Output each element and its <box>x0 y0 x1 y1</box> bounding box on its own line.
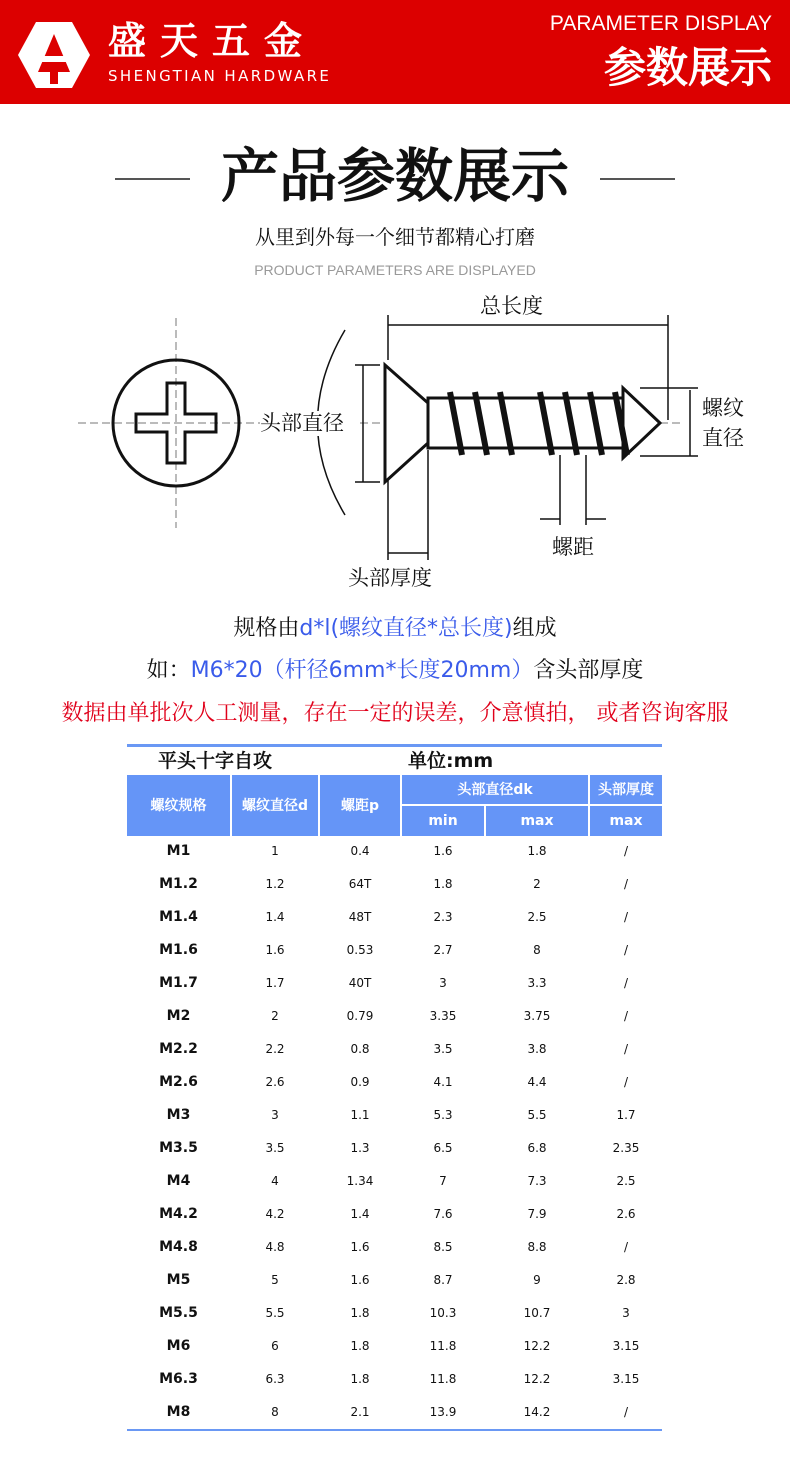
table-cell: M8 <box>166 1404 191 1420</box>
table-cell: 2 <box>271 1009 279 1023</box>
table-cell: 8.8 <box>527 1240 547 1254</box>
table-cell: 1.3 <box>350 1141 370 1155</box>
spec-text: 组成 <box>512 616 557 641</box>
table-cell: / <box>623 943 629 957</box>
header-k: 头部厚度 <box>590 775 662 804</box>
table-cell: 6 <box>271 1339 279 1353</box>
table-cell: M6 <box>166 1338 191 1354</box>
table-cell: M2 <box>166 1008 191 1024</box>
spec-note-1 <box>0 615 790 643</box>
table-cell: 1.6 <box>350 1240 370 1254</box>
table-cell: M3.5 <box>159 1140 198 1156</box>
subtitle-en: PRODUCT PARAMETERS ARE DISPLAYED <box>254 262 536 278</box>
table-cell: / <box>623 1075 629 1089</box>
table-cell: 11.8 <box>429 1372 457 1386</box>
table-unit: 单位:mm <box>408 750 494 772</box>
table-cell: M1.2 <box>159 876 198 892</box>
header-banner <box>0 0 790 104</box>
table-row <box>127 1297 662 1330</box>
table-cell: 1.7 <box>616 1108 636 1122</box>
table-cell: M6.3 <box>159 1371 198 1387</box>
table-cell: 2.6 <box>265 1075 285 1089</box>
table-row <box>127 1198 662 1231</box>
table-cell: 3.5 <box>433 1042 453 1056</box>
subtitle: 从里到外每一个细节都精心打磨 <box>255 225 535 249</box>
table-cell: 3.5 <box>265 1141 285 1155</box>
table-cell: 14.2 <box>523 1405 551 1419</box>
table-cell: 8 <box>271 1405 279 1419</box>
table-cell: / <box>623 1009 629 1023</box>
table-cell: 3.3 <box>527 976 547 990</box>
table-cell: 1 <box>271 844 279 858</box>
table-cell: 5 <box>271 1273 279 1287</box>
table-cell: 1.8 <box>350 1306 370 1320</box>
table-cell: 1.6 <box>265 943 285 957</box>
table-cell: 6.3 <box>265 1372 285 1386</box>
table-row <box>127 967 662 1000</box>
table-cell: 2.2 <box>265 1042 285 1056</box>
table-cell: 2 <box>533 877 541 891</box>
table-row <box>127 934 662 967</box>
table-cell: M1.6 <box>159 942 198 958</box>
table-cell: 2.7 <box>433 943 453 957</box>
table-row <box>127 1099 662 1132</box>
section-title-en: PARAMETER DISPLAY <box>549 12 772 35</box>
table-cell: 9 <box>533 1273 541 1287</box>
table-row <box>127 868 662 901</box>
table-border <box>127 744 662 747</box>
header-k-max: max <box>590 806 662 836</box>
section-title-cn: 参数展示 <box>603 43 772 92</box>
table-cell: 0.53 <box>346 943 374 957</box>
table-cell: 7 <box>439 1174 447 1188</box>
table-cell: M5 <box>166 1272 191 1288</box>
table-row <box>127 1132 662 1165</box>
logo-icon <box>18 22 90 88</box>
spec-note-2 <box>0 657 790 685</box>
table-cell: 3.15 <box>612 1339 640 1353</box>
table-cell: M1.7 <box>159 975 198 991</box>
table-cell: 5.3 <box>433 1108 453 1122</box>
table-cell: / <box>623 844 629 858</box>
header-dk-max: max <box>486 806 588 836</box>
label-pitch: 螺距 <box>552 535 594 559</box>
table-cell: 2.35 <box>612 1141 640 1155</box>
table-cell: 3.75 <box>523 1009 551 1023</box>
table-cell: / <box>623 910 629 924</box>
table-cell: 1.8 <box>527 844 547 858</box>
table-cell: M1 <box>166 843 191 859</box>
label-total-length: 总长度 <box>480 294 543 318</box>
table-row <box>127 1231 662 1264</box>
table-cell: 4.1 <box>433 1075 453 1089</box>
table-row <box>127 1264 662 1297</box>
table-cell: / <box>623 1240 629 1254</box>
header-dk-min: min <box>402 806 484 836</box>
table-cell: 7.9 <box>527 1207 547 1221</box>
table-cell: 2.5 <box>527 910 547 924</box>
table-cell: 64T <box>348 877 372 891</box>
table-cell: 3.8 <box>527 1042 547 1056</box>
header-d: 螺纹直径d <box>232 775 318 836</box>
table-cell: M2.2 <box>159 1041 198 1057</box>
table-cell: 12.2 <box>523 1339 551 1353</box>
table-cell: 1.7 <box>265 976 285 990</box>
table-cell: 8 <box>533 943 541 957</box>
table-cell: 48T <box>348 910 372 924</box>
warning-note: 数据由单批次人工测量，存在一定的误差，介意慎拍， 或者咨询客服 <box>61 701 729 726</box>
table-cell: 4.8 <box>265 1240 285 1254</box>
table-caption: 平头十字自攻 <box>158 750 273 772</box>
table-cell: 7.6 <box>433 1207 453 1221</box>
page-title: 产品参数展示 <box>220 142 569 210</box>
table-cell: 3.15 <box>612 1372 640 1386</box>
table-cell: 3 <box>439 976 447 990</box>
table-row <box>127 901 662 934</box>
table-cell: M5.5 <box>159 1305 198 1321</box>
table-cell: 6.5 <box>433 1141 453 1155</box>
table-cell: 8.5 <box>433 1240 453 1254</box>
table-row <box>127 1396 662 1429</box>
table-row <box>127 1330 662 1363</box>
table-cell: 1.4 <box>265 910 285 924</box>
table-cell: 1.1 <box>350 1108 370 1122</box>
table-cell: 4.4 <box>527 1075 547 1089</box>
header-dk: 头部直径dk <box>402 775 588 804</box>
table-cell: 2.6 <box>616 1207 636 1221</box>
table-cell: 3.35 <box>429 1009 457 1023</box>
label-head-diameter: 头部直径 <box>260 411 344 435</box>
table-cell: 4.2 <box>265 1207 285 1221</box>
table-cell: M4.8 <box>159 1239 198 1255</box>
table-cell: 6.8 <box>527 1141 547 1155</box>
table-cell: M2.6 <box>159 1074 198 1090</box>
table-cell: 1.8 <box>350 1339 370 1353</box>
label-thread-diameter-1: 螺纹 <box>702 396 744 420</box>
table-row <box>127 1363 662 1396</box>
table-cell: M3 <box>166 1107 191 1123</box>
table-row <box>127 1000 662 1033</box>
label-head-thickness: 头部厚度 <box>348 566 432 590</box>
header-p: 螺距p <box>320 775 400 836</box>
table-cell: 5.5 <box>527 1108 547 1122</box>
table-cell: 1.6 <box>433 844 453 858</box>
table-cell: 3 <box>622 1306 630 1320</box>
table-cell: 4 <box>271 1174 279 1188</box>
table-cell: / <box>623 877 629 891</box>
table-cell: 1.8 <box>433 877 453 891</box>
table-cell: 0.4 <box>350 844 370 858</box>
table-cell: 1.4 <box>350 1207 370 1221</box>
table-cell: / <box>623 1405 629 1419</box>
table-cell: 11.8 <box>429 1339 457 1353</box>
brand-name-en: SHENGTIAN HARDWARE <box>108 67 332 85</box>
table-cell: 10.3 <box>429 1306 457 1320</box>
table-cell: 13.9 <box>429 1405 457 1419</box>
table-cell: 5.5 <box>265 1306 285 1320</box>
table-cell: 7.3 <box>527 1174 547 1188</box>
spec-text: 如： <box>146 658 191 683</box>
table-cell: 10.7 <box>523 1306 551 1320</box>
table-row <box>127 835 662 868</box>
table-cell: 1.6 <box>350 1273 370 1287</box>
table-cell: 12.2 <box>523 1372 551 1386</box>
table-cell: 2.1 <box>350 1405 370 1419</box>
spec-formula: d*l(螺纹直径*总长度) <box>299 616 513 641</box>
spec-text: 规格由 <box>233 616 300 641</box>
table-row <box>127 1066 662 1099</box>
table-cell: 40T <box>348 976 372 990</box>
table-cell: 2.8 <box>616 1273 636 1287</box>
table-cell: M4 <box>166 1173 191 1189</box>
table-cell: 0.79 <box>346 1009 374 1023</box>
table-cell: M1.4 <box>159 909 198 925</box>
table-cell: 2.5 <box>616 1174 636 1188</box>
table-cell: 1.8 <box>350 1372 370 1386</box>
header-spec: 螺纹规格 <box>127 775 230 836</box>
label-thread-diameter-2: 直径 <box>702 426 744 450</box>
table-row <box>127 1033 662 1066</box>
table-cell: 1.34 <box>346 1174 374 1188</box>
table-cell: 8.7 <box>433 1273 453 1287</box>
table-row <box>127 1165 662 1198</box>
table-cell: / <box>623 1042 629 1056</box>
table-cell: 2.3 <box>433 910 453 924</box>
table-cell: / <box>623 976 629 990</box>
table-cell: 3 <box>271 1108 279 1122</box>
table-border <box>127 1429 662 1431</box>
table-cell: 1.2 <box>265 877 285 891</box>
brand-name-cn: 盛天五金 <box>108 19 317 63</box>
table-cell: M4.2 <box>159 1206 198 1222</box>
table-cell: 0.8 <box>350 1042 370 1056</box>
spec-example: M6*20（杆径6mm*长度20mm） <box>190 658 534 683</box>
table-cell: 0.9 <box>350 1075 370 1089</box>
spec-text: 含头部厚度 <box>533 658 644 683</box>
screw-diagram <box>0 290 790 600</box>
